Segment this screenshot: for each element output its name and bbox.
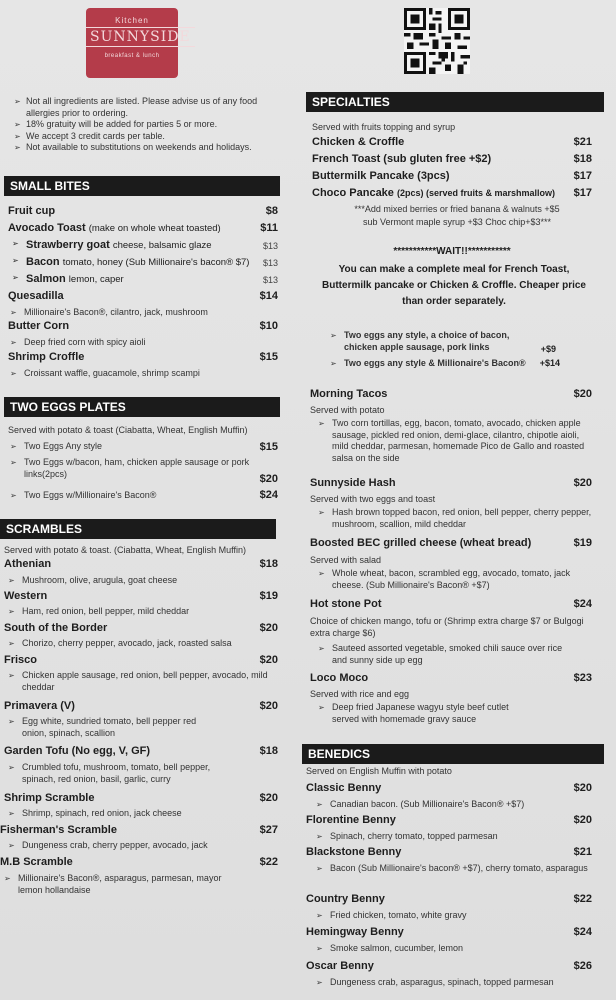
item-description: ➢ Croissant waffle, guacamole, shrimp scampi <box>10 368 284 380</box>
item-description: ➢ Two corn tortillas, egg, bacon, tomato, avocado, chicken apple sausage, pickled red onion, demi-glace, cilantro, chipotle aioli, mild cheddar, parmesan, homemade Pico de Gallo and roasted salsa on the side <box>318 418 594 464</box>
price: $20 <box>259 473 278 485</box>
item-salmon: ➢ Salmon lemon, caper <box>12 273 124 285</box>
item-french-toast: French Toast (sub gluten free +$2) <box>312 153 492 165</box>
item-strawberry-goat: ➢ Strawberry goat cheese, balsamic glaze <box>12 239 212 251</box>
price: $22 <box>259 856 278 868</box>
item-description: ➢ Hash brown topped bacon, red onion, bell pepper, cherry pepper, mushroom, scallion, mild cheddar <box>318 507 604 530</box>
price: $26 <box>573 960 592 972</box>
item-florentine-benny: Florentine Benny <box>306 814 396 826</box>
price: $18 <box>573 153 592 165</box>
item-blackstone-benny: Blackstone Benny <box>306 846 402 858</box>
price: $23 <box>573 672 592 684</box>
item-description: ➢ Dungeness crab, asparagus, spinach, topped parmesan <box>316 977 610 989</box>
item-description: ➢ Deep fried corn with spicy aioli <box>10 337 284 349</box>
price: $20 <box>259 654 278 666</box>
price: $17 <box>573 170 592 182</box>
item-butter-corn: Butter Corn <box>8 320 70 332</box>
addon-note: sub Vermont maple syrup +$3 Choc chip+$3*** <box>362 217 552 227</box>
item-description: ➢ Whole wheat, bacon, scrambled egg, avocado, tomato, jack cheese. (Sub Millionaire's Bacon® +$7) <box>318 568 604 591</box>
item-country-benny: Country Benny <box>306 893 385 905</box>
addon-note: ***Add mixed berries or fried banana & walnuts +$5 <box>354 204 560 214</box>
item-description: ➢ Crumbled tofu, mushroom, tomato, bell pepper, spinach, red onion, basil, garlic, curry <box>8 762 232 785</box>
price: $18 <box>259 745 278 757</box>
price: $13 <box>262 241 278 251</box>
item-shrimp-croffle: Shrimp Croffle <box>8 351 85 363</box>
price: $20 <box>259 700 278 712</box>
price: $15 <box>259 351 278 363</box>
price: $14 <box>259 290 278 302</box>
price: $19 <box>259 590 278 602</box>
logo-bottom-text: breakfast & lunch <box>104 53 160 59</box>
item-description: ➢ Chicken apple sausage, red onion, bell pepper, avocado, mild cheddar <box>8 670 272 693</box>
item-description: ➢ Chorizo, cherry pepper, avocado, jack, roasted salsa <box>8 638 284 650</box>
price: $21 <box>573 846 592 858</box>
price: $8 <box>265 205 278 217</box>
price: $22 <box>573 893 592 905</box>
item-athenian: Athenian <box>4 558 52 570</box>
section-subtitle: Served with potato & toast (Ciabatta, Wheat, English Muffin) <box>8 425 248 435</box>
price: $20 <box>573 388 592 400</box>
item-primavera: Primavera (V) <box>4 700 75 712</box>
price: +$14 <box>539 358 560 368</box>
price: $19 <box>573 537 592 549</box>
item-description: ➢ Millionaire's Bacon®, asparagus, parmesan, mayor lemon hollandaise <box>4 873 228 896</box>
item-description: ➢ Two Eggs w/Millionaire's Bacon® <box>10 490 244 502</box>
price: $13 <box>262 258 278 268</box>
sunnyside-logo <box>86 8 191 78</box>
item-sunnyside-hash: Sunnyside Hash <box>310 477 396 489</box>
section-subtitle: Served with fruits topping and syrup <box>312 122 456 132</box>
price: $20 <box>259 792 278 804</box>
scrambles-header: SCRAMBLES <box>0 519 276 539</box>
price: $24 <box>573 926 592 938</box>
item-garden-tofu: Garden Tofu (No egg, V, GF) <box>4 745 151 757</box>
item-served-with: Served with potato <box>310 405 385 415</box>
item-description: ➢ Mushroom, olive, arugula, goat cheese <box>8 575 284 587</box>
item-description: ➢ Millionaire's Bacon®, cilantro, jack, mushroom <box>10 307 284 319</box>
item-description: ➢ Egg white, sundried tomato, bell pepper red onion, spinach, scallion <box>8 716 212 739</box>
price: $17 <box>573 187 592 199</box>
price: $21 <box>573 136 592 148</box>
notes-list <box>14 96 276 154</box>
price: $20 <box>573 477 592 489</box>
small-bites-header: SMALL BITES <box>4 176 280 196</box>
item-description: ➢ Spinach, cherry tomato, topped parmesan <box>316 831 602 843</box>
price: $20 <box>573 814 592 826</box>
price: $20 <box>573 782 592 794</box>
item-classic-benny: Classic Benny <box>306 782 382 794</box>
item-description: ➢ Bacon (Sub Millionaire's bacon® +$7), cherry tomato, asparagus <box>316 863 602 875</box>
qr-code-icon[interactable] <box>404 8 470 74</box>
item-description: ➢ Fried chicken, tomato, white gravy <box>316 910 602 922</box>
price: $24 <box>573 598 592 610</box>
item-buttermilk-pancake: Buttermilk Pancake (3pcs) <box>312 170 450 182</box>
meal-option: ➢ Two eggs any style & Millionaire's Bacon® <box>330 358 544 370</box>
item-chicken-croffle: Chicken & Croffle <box>312 136 405 148</box>
specialties-header: SPECIALTIES <box>306 92 604 112</box>
item-choco-pancake: Choco Pancake (2pcs) (served fruits & marshmallow) <box>312 187 556 199</box>
note-item: ➢ We accept 3 credit cards per table. <box>14 131 276 143</box>
item-description: ➢ Dungeness crab, cherry pepper, avocado, jack <box>8 840 284 852</box>
item-hemingway-benny: Hemingway Benny <box>306 926 404 938</box>
section-subtitle: Served with potato & toast. (Ciabatta, Wheat, English Muffin) <box>4 545 246 555</box>
item-served-with: Served with salad <box>310 555 382 565</box>
item-south-of-the-border: South of the Border <box>4 622 108 634</box>
wait-banner: ***********WAIT!!*********** <box>393 246 511 257</box>
price: $10 <box>259 320 278 332</box>
price: $11 <box>260 222 278 234</box>
note-item: ➢ Not available to substitutions on weekends and holidays. <box>14 142 276 154</box>
price: +$9 <box>540 344 556 354</box>
item-description: ➢ Two Eggs w/bacon, ham, chicken apple sausage or pork links(2pcs) <box>10 457 272 480</box>
item-bacon: ➢ Bacon tomato, honey (Sub Millionaire's bacon® $7) <box>12 256 250 268</box>
item-oscar-benny: Oscar Benny <box>306 960 374 972</box>
section-subtitle: Served on English Muffin with potato <box>306 766 452 776</box>
price: $27 <box>259 824 278 836</box>
note-item: ➢ Not all ingredients are listed. Please advise us of any food allergies prior to ordering. <box>14 96 276 119</box>
item-morning-tacos: Morning Tacos <box>310 388 388 400</box>
item-avocado-toast: Avocado Toast (make on whole wheat toasted) <box>8 222 221 234</box>
price: $20 <box>259 622 278 634</box>
item-loco-moco: Loco Moco <box>310 672 369 684</box>
item-description: ➢ Smoke salmon, cucumber, lemon <box>316 943 602 955</box>
item-hot-stone-pot: Hot stone Pot <box>310 598 382 610</box>
item-description: ➢ Canadian bacon. (Sub Millionaire's Bacon® +$7) <box>316 799 602 811</box>
item-mb-scramble: M.B Scramble <box>0 856 73 868</box>
item-fruit-cup: Fruit cup <box>8 205 56 217</box>
item-shrimp-scramble: Shrimp Scramble <box>4 792 95 804</box>
note-item: ➢ 18% gratuity will be added for parties 5 or more. <box>14 119 276 131</box>
price: $18 <box>259 558 278 570</box>
two-eggs-header: TWO EGGS PLATES <box>4 397 280 417</box>
item-description: ➢ Shrimp, spinach, red onion, jack cheese <box>8 808 284 820</box>
price: $24 <box>259 489 278 501</box>
logo-name: SUNNYSIDE <box>86 27 195 47</box>
item-boosted-bec: Boosted BEC grilled cheese (wheat bread) <box>310 537 532 549</box>
price: $15 <box>259 441 278 453</box>
item-description: ➢ Sauteed assorted vegetable, smoked chili sauce over rice and sunny side up egg <box>318 643 572 666</box>
wait-text: You can make a complete meal for French Toast, Buttermilk pancake or Chicken & Croffle. Cheaper price than order separately. <box>322 264 586 307</box>
item-description: ➢ Ham, red onion, bell pepper, mild cheddar <box>8 606 284 618</box>
price: $13 <box>262 275 278 285</box>
logo-top-text: Kitchen <box>115 16 149 25</box>
item-fishermans-scramble: Fisherman's Scramble <box>0 824 117 836</box>
item-quesadilla: Quesadilla <box>8 290 64 302</box>
item-description: ➢ Two Eggs Any style <box>10 441 244 453</box>
item-served-with: Served with rice and egg <box>310 689 410 699</box>
item-western: Western <box>4 590 48 602</box>
meal-option: ➢ Two eggs any style, a choice of bacon, chicken apple sausage, pork links <box>330 330 544 353</box>
item-served-with: Choice of chicken mango, tofu or (Shrimp extra charge $7 or Bulgogi extra charge $6) <box>310 616 584 638</box>
item-description: ➢ Deep fried Japanese wagyu style beef cutlet served with homemade gravy sauce <box>318 702 532 725</box>
item-frisco: Frisco <box>4 654 38 666</box>
benedics-header: BENEDICS <box>302 744 604 764</box>
item-served-with: Served with two eggs and toast <box>310 494 436 504</box>
